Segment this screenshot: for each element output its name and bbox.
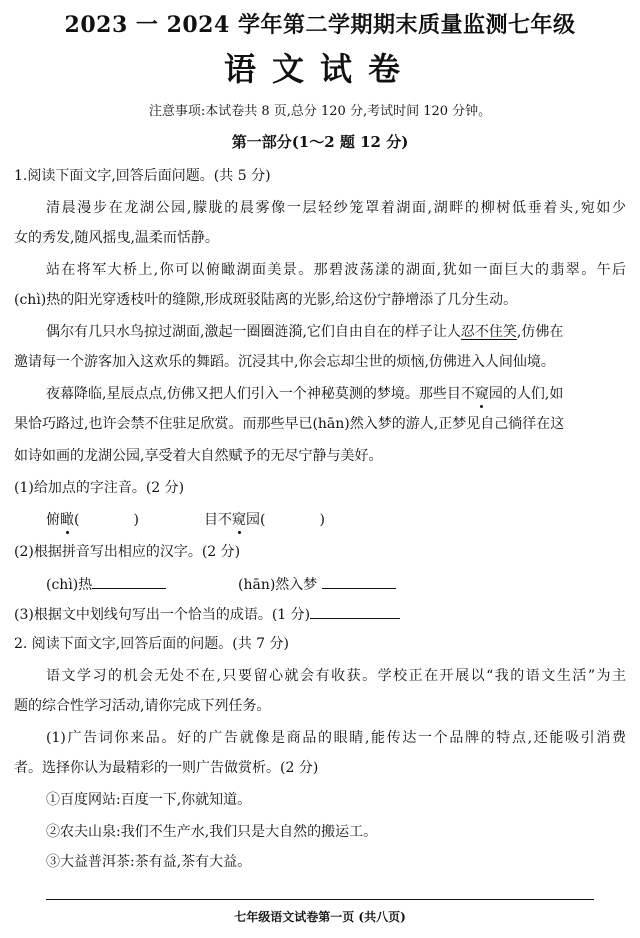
part-title: 第一部分(1～2 题 12 分) [231, 133, 409, 151]
pinyin-prompt: (hān)然入梦 [238, 577, 318, 593]
footer-divider [46, 899, 594, 900]
passage-line: 清晨漫步在龙湖公园,朦胧的晨雾像一层轻纱笼罩着湖面,湖畔的柳树低垂着头,宛如少 [46, 200, 626, 216]
paren-close: ) [133, 512, 139, 528]
intro-line: 语文学习的机会无处不在,只要留心就会有收获。学校正在开展以“我的语文生活”为主 [46, 668, 626, 684]
passage-line: 女的秀发,随风摇曳,温柔而恬静。 [14, 230, 219, 246]
passage-line: (chì)热的阳光穿透枝叶的缝隙,形成斑驳陆离的光影,给这份宁静增添了几分生动。 [14, 292, 518, 308]
passage-text: 园的人们,如 [488, 386, 564, 402]
hanzi-item-b [238, 574, 396, 595]
notice: 注意事项:本试卷共 8 页,总分 120 分,考试时间 120 分钟。 [148, 104, 492, 119]
pinyin-item-b [204, 510, 325, 530]
question-2-head: 2. 阅读下面文字,回答后面的问题。(共 7 分) [14, 636, 289, 652]
pinyin-item-a [46, 510, 139, 530]
underlined-sentence: 忍不住笑 [460, 324, 517, 340]
paren-close: ) [319, 512, 325, 528]
ad-option: ③大益普洱茶:茶有益,茶有大益。 [46, 854, 252, 870]
pinyin-prompt: (chì)热 [46, 577, 93, 593]
dotted-char: 瞰 [60, 512, 74, 528]
subject-title: 语文试卷 [223, 50, 416, 88]
answer-blank[interactable] [322, 574, 396, 589]
paren-open: 园( [246, 512, 266, 528]
sub-question-3 [14, 604, 626, 625]
passage-line-underlined [46, 322, 626, 342]
task-line: (1)广告词你来品。好的广告就像是商品的眼睛,能传达一个品牌的特点,还能吸引消费 [46, 730, 626, 746]
exam-title: 2023 一 2024 学年第二学期期末质量监测七年级 [64, 12, 576, 38]
ad-option: ①百度网站:百度一下,你就知道。 [46, 792, 252, 808]
ad-option: ②农夫山泉:我们不生产水,我们只是大自然的搬运工。 [46, 824, 378, 840]
char-text: 俯 [46, 512, 60, 528]
paren-open: ( [74, 512, 80, 528]
sub-question-3-label: (3)根据文中划线句写出一个恰当的成语。(1 分) [14, 607, 311, 623]
intro-line: 题的综合性学习活动,请你完成下列任务。 [14, 698, 271, 714]
dotted-char: 窥 [474, 386, 489, 402]
sub-question-2-label: (2)根据拼音写出相应的汉字。(2 分) [14, 544, 241, 560]
passage-line: 如诗如画的龙湖公园,享受着大自然赋予的无尽宁静与美好。 [14, 448, 383, 464]
question-1-head: 1.阅读下面文字,回答后面问题。(共 5 分) [14, 168, 271, 184]
char-text: 目不 [204, 512, 232, 528]
passage-line: 果恰巧路过,也许会禁不住驻足欣赏。而那些早已(hān)然入梦的游人,正梦见自己徜徉在这 [14, 416, 565, 432]
passage-text: 偶尔有几只水鸟掠过湖面,激起一圈圈涟漪,它们自由自在的样子让人 [46, 324, 461, 340]
answer-blank[interactable] [310, 604, 400, 619]
answer-blank[interactable] [92, 574, 166, 589]
task-line: 者。选择你认为最精彩的一则广告做赏析。(2 分) [14, 760, 319, 776]
hanzi-item-a [46, 574, 166, 595]
page-footer: 七年级语文试卷第一页 (共八页) [234, 910, 406, 924]
passage-line-dotted [46, 384, 626, 404]
passage-text: 夜幕降临,星辰点点,仿佛又把人们引入一个神秘莫测的梦境。那些目不 [46, 386, 475, 402]
sub-question-1-label: (1)给加点的字注音。(2 分) [14, 480, 185, 496]
passage-text: ,仿佛在 [516, 324, 564, 340]
passage-line: 站在将军大桥上,你可以俯瞰湖面美景。那碧波荡漾的湖面,犹如一面巨大的翡翠。午后 [46, 262, 626, 278]
passage-line: 邀请每一个游客加入这欢乐的舞蹈。沉浸其中,你会忘却尘世的烦恼,仿佛进入人间仙境。 [14, 354, 555, 370]
dotted-char: 窥 [232, 512, 246, 528]
